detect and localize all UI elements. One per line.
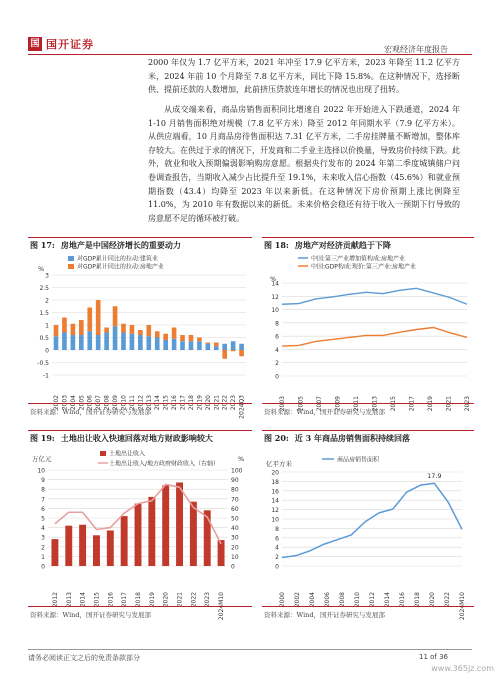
x-tick-label: 2018 [414,592,421,608]
x-tick-label: 2012 [137,395,145,411]
bar [65,526,72,566]
x-tick-label: 2005 [297,396,305,412]
x-tick-label: 2019 [196,395,204,411]
bar [62,333,67,351]
report-type: 宏观经济年度报告 [384,45,448,54]
bar [79,335,84,350]
y-tick-label: 10 [271,516,279,524]
bar [214,343,219,347]
x-tick-label: 2000 [279,592,286,608]
bar [222,344,227,350]
x-tick-label: 2024Q3 [238,395,246,419]
logo [28,36,94,52]
page-number: 11 of 36 [418,653,448,661]
bar [79,320,84,335]
x-tick-label: 2019 [427,396,434,412]
x-tick-label: 2011 [353,396,360,412]
legend-swatch [100,451,106,456]
bar [206,343,211,344]
fig19-caption: 土地出让收入快速回落对地方财政影响较大 [60,433,213,443]
x-tick-label: 2003 [61,395,69,411]
footer-disclaimer: 请务必阅读正文之后的免责条款部分 [28,654,140,662]
x-tick-label: 2021 [445,396,453,412]
x-tick-label: 2009 [112,395,120,411]
fig18-title [264,240,391,251]
bar [180,335,185,341]
bar [51,539,58,566]
x-tick-label: 2020 [204,395,212,411]
bar [107,530,114,566]
x-tick-label: 2006 [324,592,331,608]
bar [239,350,244,356]
legend-label: 土地出让收入 [109,450,146,458]
y-tick-label: 2 [45,297,49,305]
y-unit: 亿平方米 [266,460,292,468]
x-tick-label: 2016 [107,592,115,608]
bar [104,333,109,351]
y-tick-label: 12 [271,507,279,515]
legend-swatch [68,264,74,269]
fig17-title [30,240,181,251]
bar [87,308,92,332]
legend-label: 中国:第三产业增加值构成:房地产业 [311,255,406,263]
x-tick-label: 2004 [309,592,316,608]
y-tick-label: 1 [41,553,45,561]
bar [121,333,126,351]
x-tick-label: 2008 [339,592,346,608]
x-tick-label: 2018 [187,395,195,411]
fig17-caption: 房地产是中国经济增长的重要动力 [60,240,181,250]
y-tick-label: 9 [41,477,45,485]
x-tick-label: 2014 [384,592,391,608]
y-tick-label: 8 [41,486,45,494]
y-tick-label: 2.5 [39,285,49,292]
bar [96,300,101,335]
bar [135,504,142,566]
peak-label: 17.9 [427,471,442,480]
bar [146,325,151,336]
bar [148,497,155,566]
legend-label: 对GDP累计同比的拉动:房地产业 [77,263,164,271]
x-tick-label: 2015 [93,592,101,608]
fig18-source: 资料来源：Wind，国开证券研究与发展部 [264,408,385,416]
bar [162,485,169,566]
y-unit: % [38,265,45,273]
y-tick-label: 4 [275,544,279,552]
y2-tick-label: 70 [231,496,239,504]
series-line [282,483,462,557]
x-tick-label: 2005 [78,395,86,411]
bar [87,331,92,350]
bar [231,350,236,351]
fig19-rule [28,430,252,431]
x-tick-label: 2021 [176,592,184,608]
fig20-rule [262,430,474,431]
x-tick-label: 2010 [354,592,361,608]
x-tick-label: 2006 [86,395,94,411]
y-tick-label: 8 [275,320,279,328]
y-tick-label: 2 [41,544,45,552]
x-tick-label: 2008 [103,395,111,411]
fig18-source-rule [262,403,474,404]
logo-text: 国开证券 [46,38,94,51]
x-tick-label: 2012 [369,592,376,608]
y-tick-label: 3 [45,272,49,280]
bar [197,338,202,342]
fig17-rule [28,237,252,238]
fig20-source-rule [262,606,474,607]
x-tick-label: 2023 [204,592,212,608]
bar [62,318,67,333]
x-tick-label: 2013 [65,592,73,608]
bar [138,335,143,350]
fig17-source: 资料来源：Wind，国开证券研究与发展部 [30,408,151,416]
bar [121,516,128,566]
watermark: www.365jz.com [431,664,494,673]
y-tick-label: 2 [275,554,279,562]
bar [54,325,59,336]
fig20-title [264,433,410,444]
y-tick-label: 0.5 [39,335,49,342]
series-line [282,328,467,347]
bar [113,306,118,326]
x-tick-label: 2013 [145,395,153,411]
bar [79,525,86,566]
y-tick-label: 4 [41,525,45,533]
y-tick-label: 14 [271,280,279,288]
x-tick-label: 2002 [294,592,301,608]
bar [71,324,76,335]
y-tick-label: 0 [41,563,45,571]
x-tick-label: 2021 [213,395,221,411]
x-tick-label: 2003 [279,396,286,412]
y-tick-label: 16 [271,488,279,496]
x-tick-label: 2013 [371,396,379,412]
y-tick-label: 1.5 [39,310,49,317]
bar [163,334,168,340]
fig18-num: 图 18: [264,240,289,250]
y-tick-label: 10 [37,467,45,475]
footer-rule [28,649,472,650]
bar [218,540,225,566]
y2-tick-label: 60 [231,505,239,513]
bar [155,331,160,337]
bar [176,482,183,566]
x-tick-label: 2023 [230,395,238,411]
y-tick-label: 1 [45,322,49,330]
x-tick-label: 2004 [69,395,77,411]
x-tick-label: 2010 [120,395,128,411]
x-tick-label: 2024M10 [459,592,466,621]
x-tick-label: 2015 [390,396,397,412]
x-tick-label: 2009 [334,396,342,412]
bar [93,535,100,566]
fig19-source-rule [28,606,252,607]
y-tick-label: -1 [43,372,49,380]
y2-tick-label: 20 [231,544,239,552]
page-header [0,0,500,56]
y-tick-label: 7 [41,496,45,504]
legend-label: 商品房销售面积 [337,456,380,464]
y-tick-label: 6 [275,535,279,543]
fig19-title [30,433,213,444]
logo-mark: 国 [28,37,42,51]
y-tick-label: 3 [41,534,45,542]
x-tick-label: 2017 [179,395,187,411]
fig18-caption: 房地产对经济贡献趋于下降 [294,240,391,250]
y2-tick-label: 10 [231,553,239,561]
y-tick-label: 14 [271,497,279,505]
bar [138,330,143,335]
legend-label: 对GDP累计同比的拉动:建筑业 [77,255,158,263]
bar [222,350,227,359]
bar [130,325,135,334]
fig20-num: 图 20: [264,433,289,443]
y-tick-label: 5 [41,515,45,523]
bar [190,502,197,566]
x-tick-label: 2017 [121,592,129,608]
bar [231,341,236,350]
y2-tick-label: 100 [231,467,243,475]
bar [104,328,109,333]
bar [155,338,160,351]
y-tick-label: 10 [271,307,279,315]
y2-tick-label: 50 [231,515,239,523]
legend-label: 土地出让收入/地方政府财政收入（右轴） [109,460,220,468]
x-tick-label: 2022 [221,395,229,411]
fig19-source: 资料来源：Wind，国开证券研究与发展部 [30,611,151,619]
x-tick-label: 2012 [51,592,59,608]
bar [180,341,185,350]
x-tick-label: 2011 [128,395,136,411]
paragraph-1: 2000 年仅为 1.7 亿平方米，2021 年冲至 17.9 亿平方米，2023 年降至 11.2 亿平方米，2024 年前 10 个月降至 7.8 亿平方米，同比下降 15.8%。在这种情况下，选择断供、提前还款的人数增加，此前挤压贷款连年增长的情况也出现了扭转。 [148,58,460,95]
x-tick-label: 2015 [162,395,170,411]
x-tick-label: 2007 [95,395,103,411]
y-tick-label: 0 [275,373,279,381]
paragraph-2: 从成交端来看，商品房销售面积同比增速自 2022 年开始进入下跌通道，2024 年 1-10 月销售面积绝对规模（7.8 亿平方米）降至 2012 年同期水平（7.9 亿平方米）。从供应端看，10 月商品房待售面积达 7.31 亿平方米，二手房挂牌量不断增加，整体库存较大。在供过于求的情况下，开发商和二手业主选择以价换量，导致房价持续下跌。此外，就业和收入预期偏弱影响购房意愿。根据央行发布的 2024 年第二季度城镇储户问卷调查报告，当期收入减少占比提升至 19.1%，未来收入信心指数（45.6%）和就业预期指数（43.4）均降至 2023 年以来新低。在这种情况下房价预期上涨比例降至 11.0%，为 2010 年有数据以来的新低。未来价格会稳还有待于收入一预期下行导致的房意愿不足的循环被打破。 [148,105,460,223]
bar [239,344,244,350]
y-tick-label: 12 [271,293,279,301]
bar [214,346,219,350]
bar [146,336,151,350]
x-tick-label: 2024M10 [218,592,226,621]
fig17-source-rule [28,403,252,404]
x-tick-label: 2017 [408,396,416,412]
x-tick-label: 2022 [190,592,198,608]
header-rule [28,54,472,55]
legend-label: 中国:GDP构成:现价:第三产业:房地产业 [311,263,416,271]
x-tick-label: 2007 [316,396,323,412]
fig20-caption: 近 3 年商品房销售面积持续回落 [294,433,411,443]
bar [71,335,76,350]
x-tick-label: 2020 [162,592,170,608]
y2-tick-label: 90 [231,477,239,485]
bar [130,334,135,350]
bar [54,336,59,350]
y-unit: 万亿元 [32,455,52,463]
bar [197,341,202,350]
y2-tick-label: 40 [231,525,239,533]
bar [172,328,177,339]
bar [189,335,194,341]
fig20-source: 资料来源：Wind，国开证券研究与发展部 [264,611,385,619]
y-tick-label: 6 [41,505,45,513]
bar [172,339,177,350]
x-tick-label: 2020 [429,592,436,608]
y-unit: % [270,275,277,283]
y2-tick-label: 30 [231,534,239,542]
y-tick-label: 0 [45,347,49,355]
y-tick-label: 8 [275,525,279,533]
fig18-rule [262,237,474,238]
y2-tick-label: 80 [231,486,239,494]
legend-swatch [68,256,74,261]
x-tick-label: 2016 [171,395,179,411]
y-tick-label: 6 [275,333,279,341]
y-tick-label: 18 [271,478,279,486]
x-tick-label: 2022 [444,592,451,608]
y-tick-label: 2 [275,360,279,368]
bar [113,326,118,350]
y-tick-label: 4 [275,346,279,354]
bar [163,340,168,350]
x-tick-label: 2023 [464,396,471,412]
x-tick-label: 2014 [79,592,87,608]
x-tick-label: 2019 [148,592,156,608]
y2-tick-label: 0 [231,563,235,571]
bar [189,341,194,350]
x-tick-label: 2016 [399,592,406,608]
x-tick-label: 2018 [135,592,142,608]
fig19-num: 图 19: [30,433,55,443]
x-tick-label: 2014 [154,395,162,411]
bar [206,344,211,350]
y-tick-label: -0.5 [37,360,49,367]
fig17-num: 图 17: [30,240,55,250]
y2-unit: % [238,455,245,463]
x-tick-label: 2002 [53,395,61,411]
bar [121,324,126,333]
y-tick-label: 0 [275,563,279,571]
bar [96,335,101,350]
y-tick-label: 20 [271,469,279,477]
